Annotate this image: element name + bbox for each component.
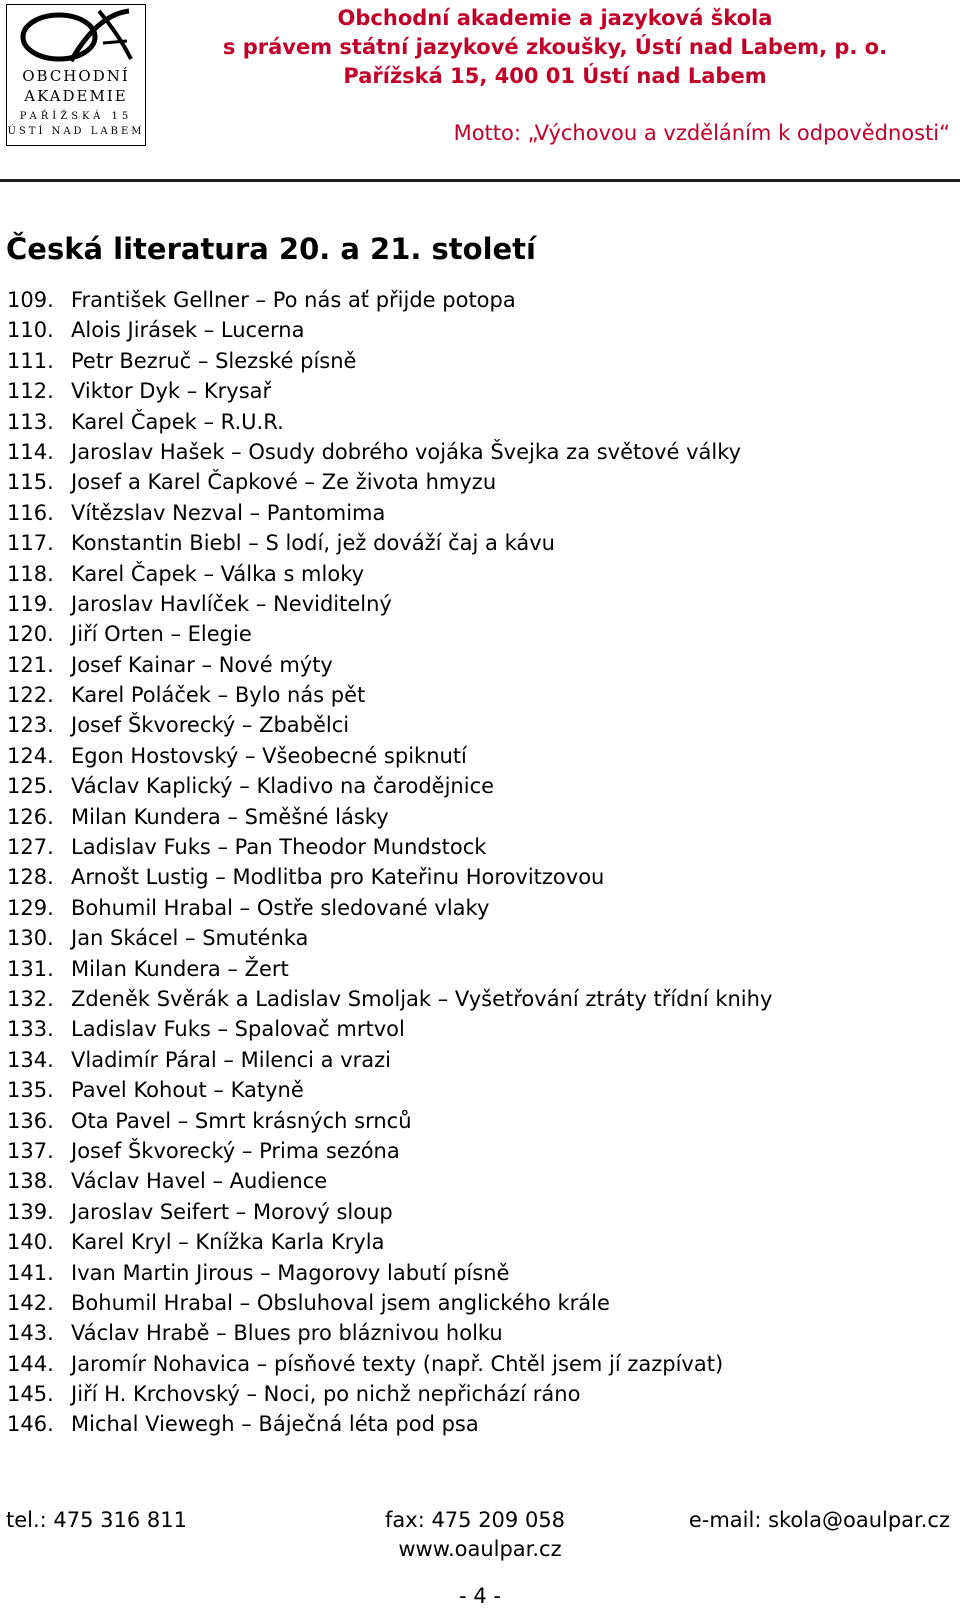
- list-item: [7, 346, 772, 376]
- list-item-text: Karel Poláček – Bylo nás pět: [71, 683, 366, 708]
- list-item-number: 145.: [7, 1382, 54, 1407]
- list-item-text: Pavel Kohout – Katyně: [71, 1078, 304, 1103]
- list-item-text: Jiří H. Krchovský – Noci, po nichž nepřichází ráno: [71, 1382, 581, 1407]
- list-item-number: 127.: [7, 835, 54, 860]
- list-item-number: 121.: [7, 652, 54, 677]
- list-item: [7, 437, 772, 467]
- list-item-text: Jan Skácel – Smuténka: [71, 926, 309, 951]
- list-item-text: Josef Škvorecký – Prima sezóna: [71, 1138, 400, 1163]
- list-item-text: Alois Jirásek – Lucerna: [71, 318, 305, 343]
- list-item: [7, 923, 772, 953]
- list-item-number: 118.: [7, 561, 54, 586]
- list-item: [7, 619, 772, 649]
- list-item-text: Jaroslav Seifert – Morový sloup: [71, 1199, 393, 1224]
- list-item: [7, 1227, 772, 1257]
- list-item-number: 146.: [7, 1412, 54, 1437]
- list-item-text: Egon Hostovský – Všeobecné spiknutí: [71, 743, 467, 768]
- list-item-text: Bohumil Hrabal – Obsluhoval jsem anglického krále: [71, 1290, 610, 1315]
- list-item-number: 143.: [7, 1321, 54, 1346]
- list-item-number: 116.: [7, 500, 54, 525]
- list-item-number: 132.: [7, 986, 54, 1011]
- list-item: [7, 285, 772, 315]
- list-item-text: Vítězslav Nezval – Pantomima: [71, 500, 386, 525]
- list-item: [7, 680, 772, 710]
- list-item: [7, 771, 772, 801]
- list-item-text: Milan Kundera – Směšné lásky: [71, 804, 389, 829]
- list-item: [7, 467, 772, 497]
- logo-line-4: ÚSTÍ NAD LABEM: [7, 126, 145, 137]
- list-item-text: Konstantin Biebl – S lodí, jež dováží čaj a kávu: [71, 531, 555, 556]
- list-item-text: Josef Kainar – Nové mýty: [71, 652, 333, 677]
- list-item: [7, 528, 772, 558]
- list-item: [7, 650, 772, 680]
- list-item-number: 131.: [7, 956, 54, 981]
- school-subtitle: s právem státní jazykové zkoušky, Ústí nad Labem, p. o.: [222, 35, 888, 59]
- list-item: [7, 1409, 772, 1439]
- list-item-text: Václav Hrabě – Blues pro bláznivou holku: [71, 1321, 503, 1346]
- list-item: [7, 710, 772, 740]
- footer-email: e-mail: skola@oaulpar.cz: [688, 1508, 950, 1532]
- page-title: Česká literatura 20. a 21. století: [6, 232, 536, 266]
- school-logo: [6, 4, 146, 146]
- list-item: [7, 954, 772, 984]
- list-item-number: 124.: [7, 743, 54, 768]
- list-item: [7, 498, 772, 528]
- list-item: [7, 589, 772, 619]
- footer-website: www.oaulpar.cz: [398, 1537, 562, 1561]
- list-item-text: Josef Škvorecký – Zbabělci: [71, 713, 350, 738]
- list-item: [7, 1318, 772, 1348]
- list-item-number: 111.: [7, 348, 54, 373]
- list-item: [7, 862, 772, 892]
- list-item-number: 113.: [7, 409, 54, 434]
- logo-line-2: AKADEMIE: [24, 87, 128, 105]
- list-item-number: 129.: [7, 895, 54, 920]
- list-item-text: Bohumil Hrabal – Ostře sledované vlaky: [71, 895, 490, 920]
- list-item-number: 134.: [7, 1047, 54, 1072]
- list-item: [7, 741, 772, 771]
- list-item: [7, 1014, 772, 1044]
- list-item-text: Vladimír Páral – Milenci a vrazi: [71, 1047, 392, 1072]
- list-item-number: 141.: [7, 1260, 54, 1285]
- list-item-number: 114.: [7, 439, 54, 464]
- list-item-text: Michal Viewegh – Báječná léta pod psa: [71, 1412, 479, 1437]
- list-item-text: Milan Kundera – Žert: [71, 956, 289, 981]
- list-item: [7, 1106, 772, 1136]
- footer-fax: fax: 475 209 058: [385, 1508, 566, 1532]
- list-item-text: Ivan Martin Jirous – Magorovy labutí písně: [71, 1260, 510, 1285]
- reading-list: [7, 285, 772, 1440]
- list-item: [7, 407, 772, 437]
- list-item-text: Petr Bezruč – Slezské písně: [71, 348, 357, 373]
- list-item-text: Ota Pavel – Smrt krásných srnců: [71, 1108, 412, 1133]
- list-item: [7, 1045, 772, 1075]
- list-item: [7, 1288, 772, 1318]
- school-address: Pařížská 15, 400 01 Ústí nad Labem: [343, 64, 767, 88]
- list-item: [7, 1075, 772, 1105]
- list-item-text: Josef a Karel Čapkové – Ze života hmyzu: [71, 470, 497, 495]
- list-item: [7, 984, 772, 1014]
- list-item-number: 140.: [7, 1230, 54, 1255]
- list-item-text: Ladislav Fuks – Spalovač mrtvol: [71, 1017, 405, 1042]
- list-item-text: Jaromír Nohavica – písňové texty (např. Chtěl jsem jí zazpívat): [71, 1351, 724, 1376]
- list-item-text: Karel Čapek – Válka s mloky: [71, 561, 365, 586]
- list-item: [7, 315, 772, 345]
- list-item: [7, 1166, 772, 1196]
- list-item-number: 117.: [7, 531, 54, 556]
- list-item-text: Jaroslav Havlíček – Neviditelný: [71, 591, 392, 616]
- list-item-text: Václav Havel – Audience: [71, 1169, 328, 1194]
- header-divider: [0, 179, 960, 182]
- list-item-number: 137.: [7, 1138, 54, 1163]
- list-item-number: 139.: [7, 1199, 54, 1224]
- list-item: [7, 1379, 772, 1409]
- list-item-number: 122.: [7, 683, 54, 708]
- list-item-number: 144.: [7, 1351, 54, 1376]
- list-item-number: 110.: [7, 318, 54, 343]
- list-item-number: 119.: [7, 591, 54, 616]
- logo-line-3: PAŘÍŽSKÁ 15: [19, 111, 133, 122]
- list-item: [7, 1258, 772, 1288]
- list-item-number: 136.: [7, 1108, 54, 1133]
- list-item-text: Jaroslav Hašek – Osudy dobrého vojáka Švejka za světové války: [71, 439, 742, 464]
- footer-phone: tel.: 475 316 811: [6, 1508, 188, 1532]
- list-item-number: 123.: [7, 713, 54, 738]
- list-item-number: 128.: [7, 865, 54, 890]
- list-item-number: 120.: [7, 622, 54, 647]
- list-item-text: František Gellner – Po nás ať přijde potopa: [71, 288, 516, 312]
- list-item: [7, 1197, 772, 1227]
- list-item: [7, 832, 772, 862]
- list-item-number: 130.: [7, 926, 54, 951]
- list-item: [7, 559, 772, 589]
- list-item: [7, 1136, 772, 1166]
- oa-monogram-icon: [7, 5, 145, 65]
- list-item-text: Ladislav Fuks – Pan Theodor Mundstock: [71, 835, 487, 860]
- list-item: [7, 802, 772, 832]
- page-number: - 4 -: [459, 1584, 501, 1608]
- list-item-number: 112.: [7, 379, 54, 404]
- list-item: [7, 376, 772, 406]
- list-item: [7, 1349, 772, 1379]
- list-item-text: Václav Kaplický – Kladivo na čarodějnice: [71, 774, 495, 799]
- list-item-text: Arnošt Lustig – Modlitba pro Kateřinu Horovitzovou: [71, 865, 605, 890]
- school-motto: Motto: „Výchovou a vzděláním k odpovědnosti“: [453, 121, 950, 145]
- list-item-number: 115.: [7, 470, 54, 495]
- list-item: [7, 893, 772, 923]
- list-item-text: Karel Čapek – R.U.R.: [71, 409, 284, 434]
- list-item-number: 125.: [7, 774, 54, 799]
- list-item-number: 142.: [7, 1290, 54, 1315]
- logo-line-1: OBCHODNÍ: [22, 67, 130, 85]
- list-item-number: 135.: [7, 1078, 54, 1103]
- list-item-number: 138.: [7, 1169, 54, 1194]
- list-item-text: Zdeněk Svěrák a Ladislav Smoljak – Vyšetřování ztráty třídní knihy: [71, 986, 773, 1011]
- list-item-number: 126.: [7, 804, 54, 829]
- list-item-text: Karel Kryl – Knížka Karla Kryla: [71, 1230, 385, 1255]
- school-name: Obchodní akademie a jazyková škola: [337, 6, 773, 30]
- list-item-text: Viktor Dyk – Krysař: [71, 379, 272, 404]
- list-item-number: 109.: [7, 288, 54, 312]
- list-item-number: 133.: [7, 1017, 54, 1042]
- list-item-text: Jiří Orten – Elegie: [71, 622, 252, 647]
